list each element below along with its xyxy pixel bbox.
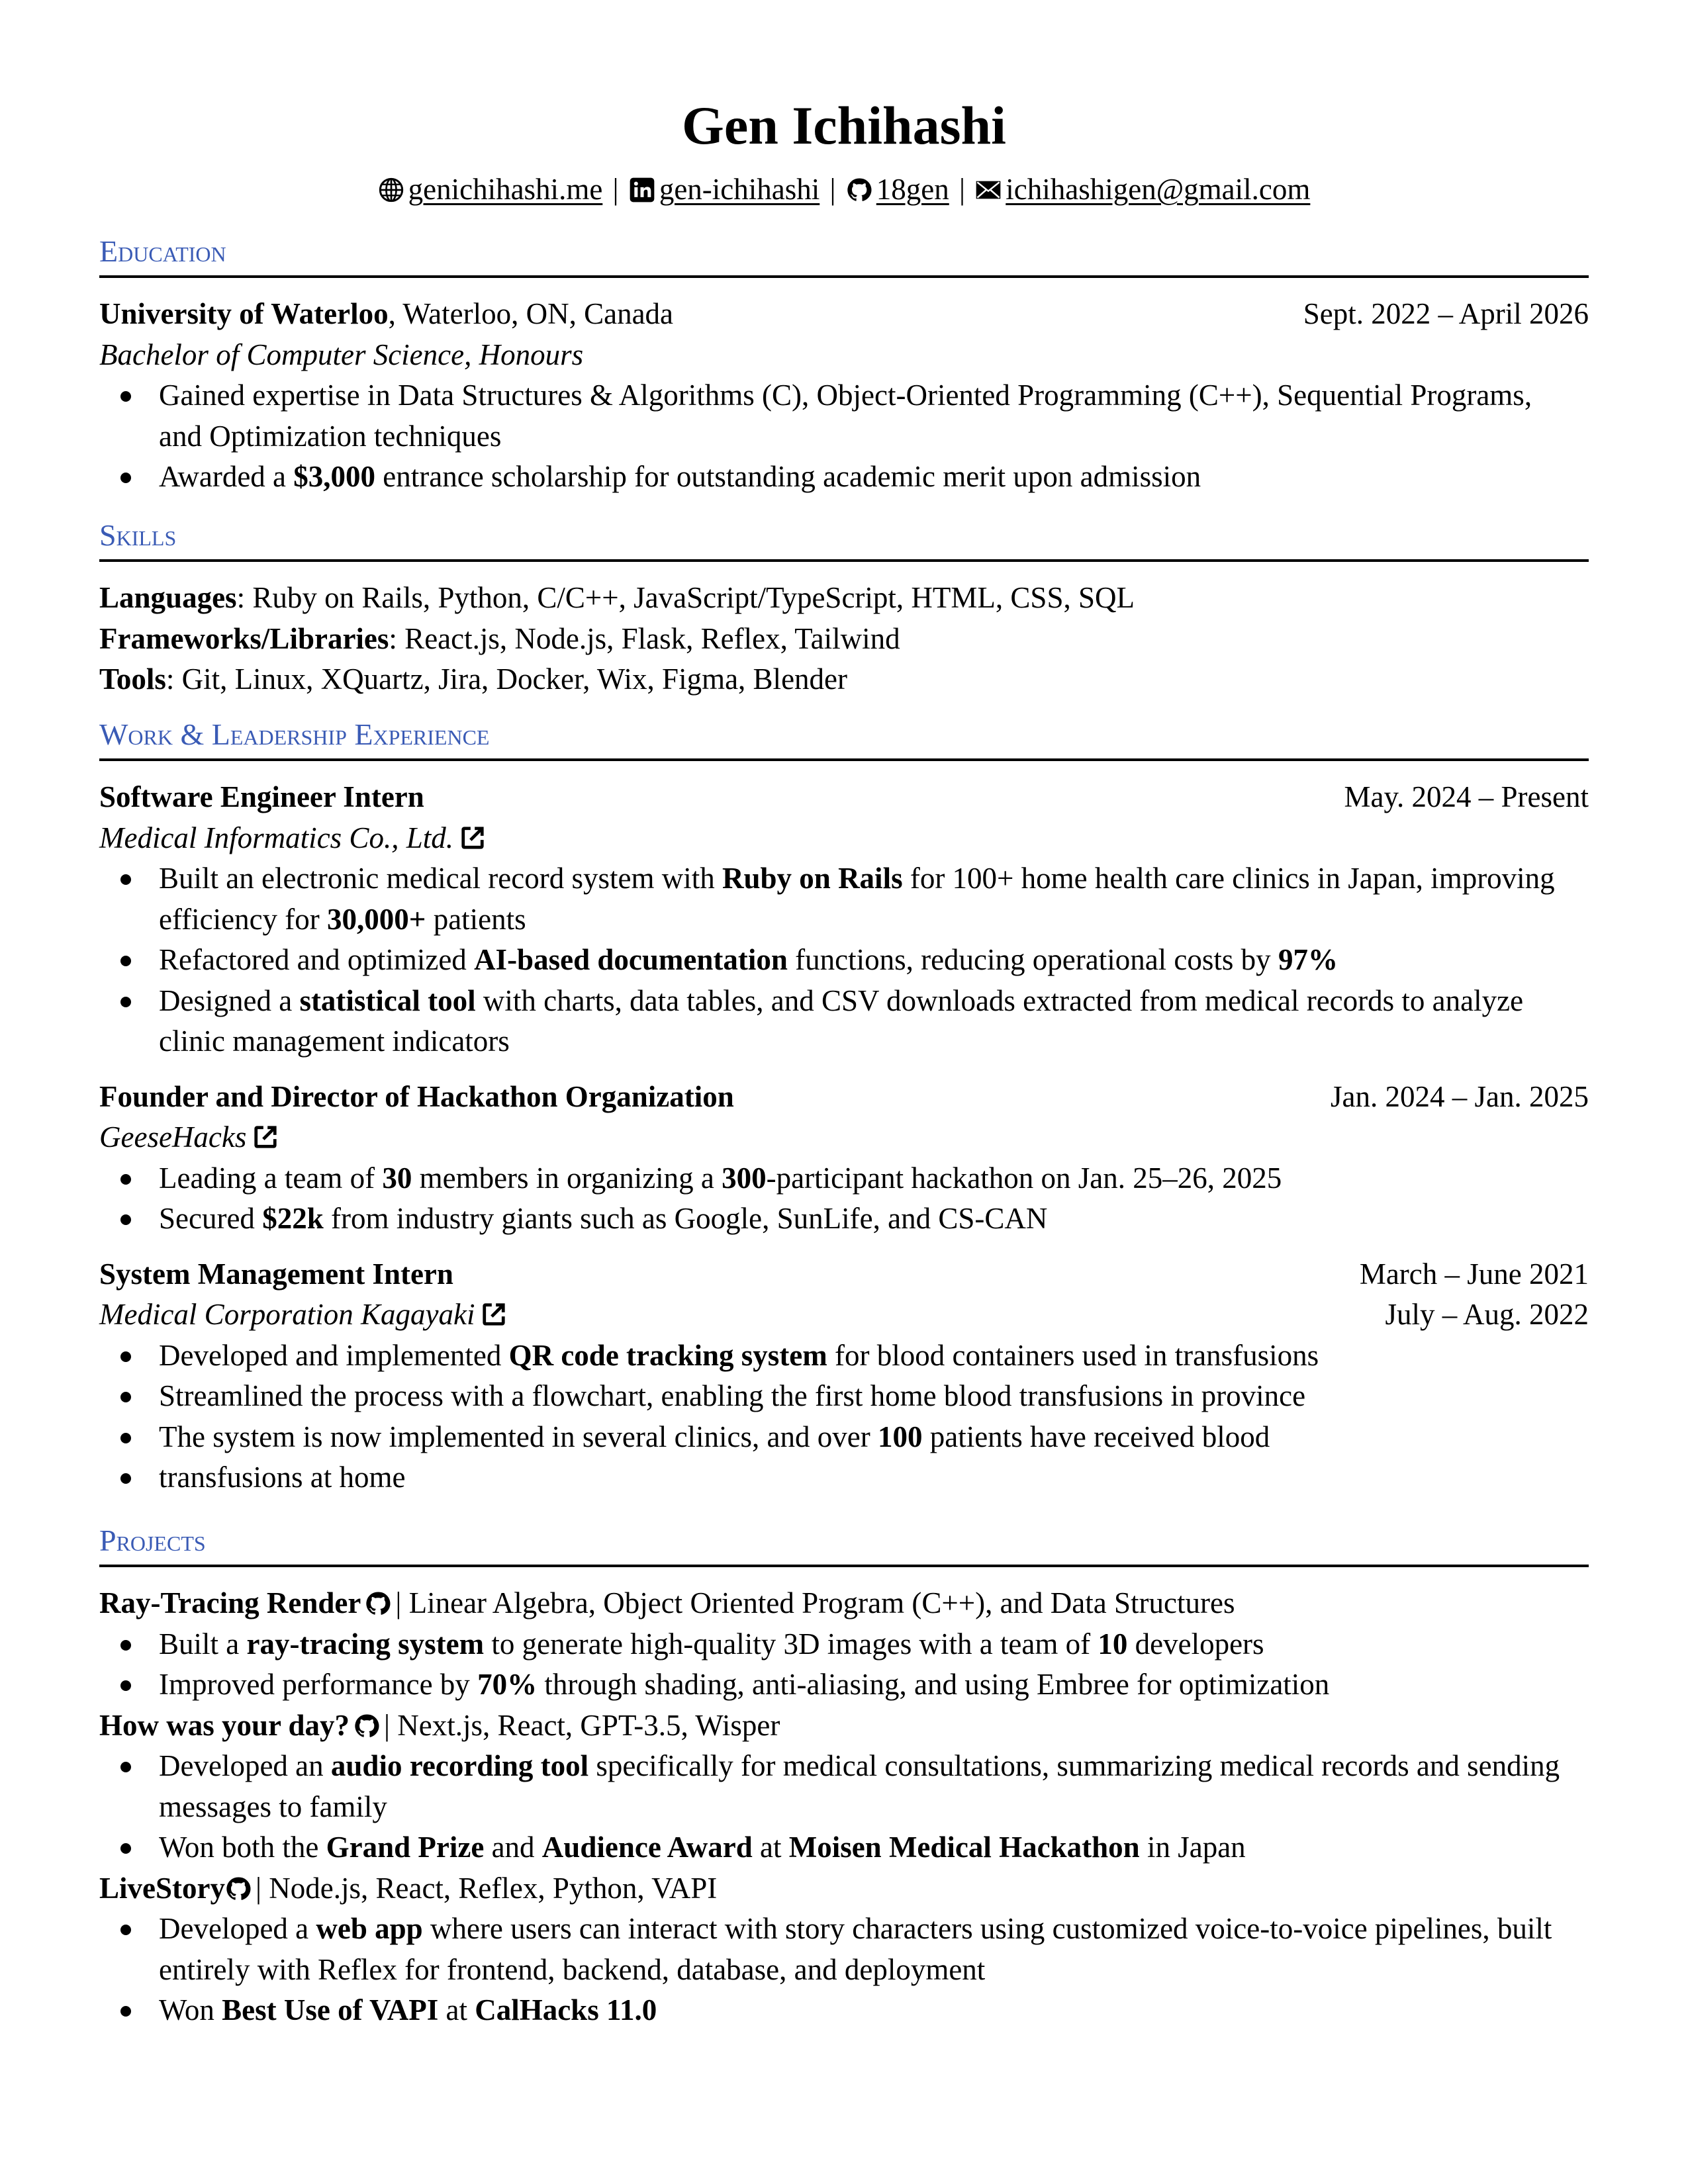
candidate-name: Gen Ichihashi [682,95,1006,156]
bold-text: 70% [477,1668,538,1701]
text-segment: Awarded a [159,460,294,493]
list-item [99,1376,1589,1417]
text-segment: messages to family [159,1790,387,1823]
text-segment [99,818,1589,859]
text-segment: functions, reducing operational costs by [787,943,1278,976]
bold-text: Grand Prize [326,1831,485,1864]
skills-row-languages [99,578,1589,619]
text-segment: at [752,1831,789,1864]
external-link-icon[interactable] [253,1124,278,1150]
text-segment [99,1868,1589,1909]
list-item [99,1199,1589,1240]
text-segment: and [484,1831,542,1864]
project-tech: | Linear Algebra, Object Oriented Program (C++), and Data Structures [395,1586,1235,1619]
text-segment [99,1295,506,1336]
education-bullets [99,375,1589,498]
bold-text: 30 [382,1161,412,1195]
text-segment: Improved performance by [159,1668,478,1701]
text-segment: transfusions at home [159,1461,406,1494]
education-section [99,232,1589,498]
text-segment: from industry giants such as Google, SunLife, and CS-CAN [323,1202,1048,1235]
text-segment [99,1706,1589,1747]
project-name: How was your day? [99,1708,350,1742]
section-title-education: Education [99,234,226,268]
text-segment: members in organizing a [412,1161,722,1195]
bold-text: 300 [722,1161,767,1195]
text-segment: for 100+ home health care clinics in Japan, improving [902,862,1555,895]
text-segment: Gained expertise in Data Structures & Algorithms (C), Object-Oriented Programming (C++), Sequential Programs, [159,379,1532,412]
job-org: Medical Informatics Co., Ltd. [99,821,453,854]
project-entry [99,1583,1589,1706]
job-dates: Jan. 2024 – Jan. 2025 [1331,1079,1589,1113]
website-link[interactable]: genichihashi.me [408,173,603,206]
list-item [99,1457,1589,1498]
list-item [99,1624,1589,1665]
job-entry [99,1254,1589,1498]
text-segment [99,1567,1589,1583]
list-item [99,1336,1589,1377]
text-segment: Developed and implemented [159,1338,509,1372]
list-item [99,375,1589,457]
bold-text: web app [316,1912,423,1945]
text-segment: specifically for medical consultations, summarizing medical records and sending [588,1749,1560,1782]
section-title-projects: Projects [99,1524,206,1557]
text-segment: : React.js, Node.js, Flask, Reflex, Tailwind [389,621,900,655]
list-item [99,1746,1589,1827]
email-link[interactable]: ichihashigen@gmail.com [1006,173,1311,206]
text-segment: Won [159,1993,222,2026]
text-segment: to generate high-quality 3D images with a team of [484,1627,1098,1661]
bold-text: $3,000 [293,460,376,493]
separator: | [829,173,836,206]
text-segment: entrance scholarship for outstanding academic merit upon admission [375,460,1201,493]
section-title-experience: Work & Leadership Experience [99,717,490,751]
text-segment: Leading a team of [159,1161,383,1195]
job-entry [99,777,1589,1062]
bold-text: Ruby on Rails [722,862,903,895]
text-segment [99,1583,1589,1624]
project-name: Ray-Tracing Render [99,1586,361,1619]
separator: | [959,173,966,206]
github-icon [846,177,872,203]
text-segment [99,562,1589,578]
bold-text: CalHacks 11.0 [475,1993,657,2026]
github-icon[interactable] [353,1713,380,1739]
skills-row-tools [99,659,1589,700]
school-location: , Waterloo, ON, Canada [388,297,674,330]
job-dates: May. 2024 – Present [1344,780,1589,813]
text-segment: Developed an [159,1749,331,1782]
text-segment: efficiency for [159,902,328,936]
text-segment [99,1062,1589,1077]
text-segment: Refactored and optimized [159,943,475,976]
bold-text: Tools [99,662,166,696]
github-icon[interactable] [365,1590,391,1617]
separator: | [612,173,619,206]
list-item [99,858,1589,940]
project-name: LiveStory [99,1871,225,1905]
text-segment [99,1077,1589,1118]
section-title-skills: Skills [99,518,177,552]
text-segment: Streamlined the process with a flowchart, enabling the first home blood transfusions in province [159,1379,1306,1412]
bold-text: ray-tracing system [246,1627,485,1661]
list-item [99,1909,1589,1990]
text-segment [99,294,673,335]
text-segment: Built a [159,1627,247,1661]
bold-text: Languages [99,581,237,614]
experience-section [99,715,1589,1498]
job-dates: March – June 2021 [1359,1257,1589,1291]
text-segment: developers [1127,1627,1264,1661]
text-segment: clinic management indicators [159,1024,510,1058]
degree: Bachelor of Computer Science, Honours [99,338,584,371]
school-name: University of Waterloo [99,297,389,330]
job-org: Medical Corporation Kagayaki [99,1298,475,1331]
project-entry [99,1868,1589,2031]
bold-text: Moisen Medical Hackathon [788,1831,1140,1864]
text-segment [99,1117,1589,1158]
contact-bar [99,169,1589,209]
text-segment [99,1240,1589,1254]
text-segment: where users can interact with story characters using customized voice-to-voice pipelines, built [422,1912,1552,1945]
text-segment: and Optimization techniques [159,419,502,453]
job-role: Software Engineer Intern [99,780,424,813]
list-item [99,457,1589,498]
github-link[interactable]: 18gen [876,173,949,206]
bold-text: 30,000+ [327,902,426,936]
text-segment: at [438,1993,475,2026]
external-link-icon[interactable] [481,1302,506,1327]
bold-text: AI-based documentation [474,943,788,976]
project-tech: | Next.js, React, GPT-3.5, Wisper [383,1708,780,1742]
text-segment: : Git, Linux, XQuartz, Jira, Docker, Wix, Figma, Blender [165,662,847,696]
text-segment [99,1295,1589,1336]
text-segment: entirely with Reflex for frontend, backend, database, and deployment [159,1952,986,1986]
list-item [99,1827,1589,1868]
text-segment [99,278,1589,294]
text-segment: in Japan [1139,1831,1246,1864]
text-segment [99,761,1589,777]
job-org: GeeseHacks [99,1120,247,1154]
text-segment: -participant hackathon on Jan. 25–26, 2025 [766,1161,1282,1195]
job-role: System Management Intern [99,1257,453,1291]
external-link-icon[interactable] [460,825,485,850]
project-tech: | Node.js, React, Reflex, Python, VAPI [255,1871,718,1905]
list-item [99,1990,1589,2031]
text-segment: Designed a [159,983,300,1017]
job-entry [99,1077,1589,1240]
job-dates-secondary: July – Aug. 2022 [1385,1298,1589,1331]
bold-text: audio recording tool [330,1749,589,1782]
text-segment: with charts, data tables, and CSV downloads extracted from medical records to analyze [475,983,1524,1017]
text-segment: Developed a [159,1912,316,1945]
list-item [99,940,1589,981]
globe-icon [378,177,404,203]
text-segment: Won both the [159,1831,326,1864]
github-icon[interactable] [225,1876,252,1902]
text-segment: patients have received blood [922,1420,1270,1453]
list-item [99,1664,1589,1706]
linkedin-icon [629,177,655,203]
education-entry-header [99,294,1589,335]
bold-text: 10 [1098,1627,1128,1661]
text-segment: patients [426,902,526,936]
list-item [99,981,1589,1062]
list-item [99,1158,1589,1199]
project-entry [99,1706,1589,1868]
job-role: Founder and Director of Hackathon Organization [99,1079,734,1113]
text-segment: Built an electronic medical record system with [159,862,722,895]
text-segment [99,1254,1589,1295]
text-segment: through shading, anti-aliasing, and using Embree for optimization [537,1668,1330,1701]
linkedin-link[interactable]: gen-ichihashi [659,173,820,206]
bold-text: $22k [262,1202,324,1235]
bold-text: 97% [1278,943,1338,976]
bold-text: Audience Award [541,1831,753,1864]
envelope-icon [975,177,1002,203]
list-item [99,1417,1589,1458]
bold-text: 100 [877,1420,923,1453]
bold-text: QR code tracking system [508,1338,827,1372]
text-segment: The system is now implemented in several clinics, and over [159,1420,878,1453]
bold-text: Frameworks/Libraries [99,621,389,655]
text-segment: Secured [159,1202,263,1235]
bold-text: statistical tool [299,983,476,1017]
skills-section [99,516,1589,700]
projects-section [99,1521,1589,2031]
skills-row-frameworks [99,619,1589,660]
education-dates: Sept. 2022 – April 2026 [1303,297,1589,330]
text-segment: : Ruby on Rails, Python, C/C++, JavaScript/TypeScript, HTML, CSS, SQL [236,581,1135,614]
text-segment [99,777,1589,818]
text-segment: for blood containers used in transfusions [827,1338,1319,1372]
bold-text: Best Use of VAPI [222,1993,439,2026]
